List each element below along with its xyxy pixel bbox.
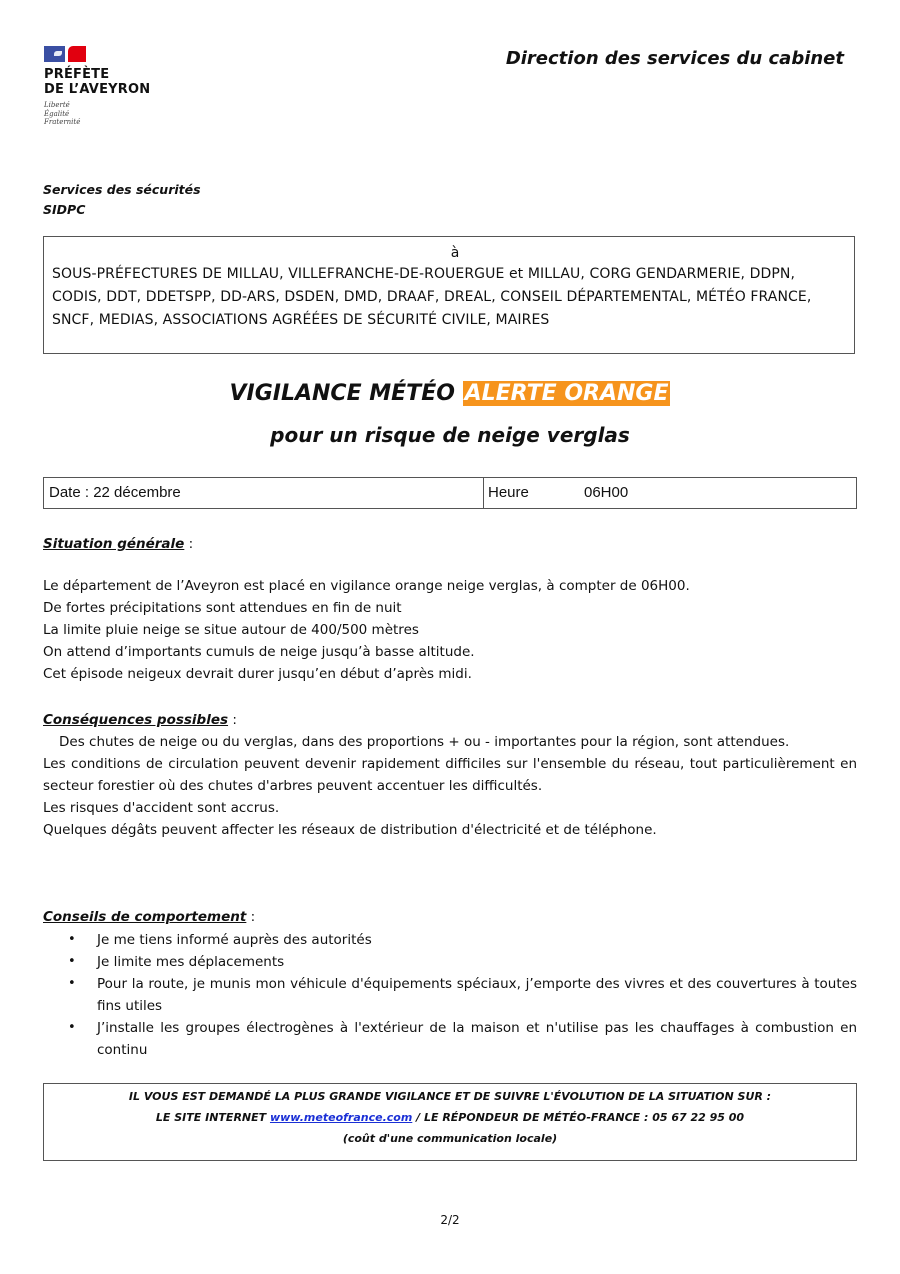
notice-phone: / LE RÉPONDEUR DE MÉTÉO-FRANCE : 05 67 22 95 00 [412, 1111, 745, 1124]
logo-title [44, 67, 150, 97]
logo-line-1: PRÉFÈTE [44, 67, 110, 82]
logo-line-2: DE L’AVEYRON [44, 82, 151, 97]
situation-line: La limite pluie neige se situe autour de 400/500 mètres [43, 622, 419, 638]
page-number: 2/2 [440, 1213, 460, 1227]
date-cell [44, 478, 484, 508]
datetime-table [43, 477, 857, 509]
situation-heading: Situation générale [43, 536, 185, 552]
recipients-list: SOUS-PRÉFECTURES DE MILLAU, VILLEFRANCHE-DE-ROUERGUE et MILLAU, CORG GENDARMERIE, DDPN, CODIS, DDT, DDETSPP, DD-ARS, DSDEN, DMD, DRAAF, DREAL, CONSEIL DÉPARTEMENTAL, MÉTÉO FRANCE, SNCF, MEDIAS, ASSOCIATIONS AGRÉÉES DE SÉCURITÉ CIVILE, MAIRES [52, 266, 812, 328]
meteofrance-link[interactable]: www.meteofrance.com [269, 1111, 413, 1124]
situation-body [43, 575, 857, 685]
alert-title [0, 379, 900, 409]
motto-fraternite: Fraternité [44, 118, 81, 126]
recipients-to: à [450, 245, 460, 261]
date-label: Date : [49, 484, 90, 501]
advice-list [43, 929, 857, 1061]
french-republic-flag-icon [44, 46, 86, 62]
advice-item: • J’installe les groupes électrogènes à l'extérieur de la maison et n'utilise pas les chauffages à combustion en continu [43, 1017, 857, 1061]
advice-colon: : [246, 909, 256, 925]
service-block [43, 180, 201, 220]
advice-heading: Conseils de comportement [43, 909, 247, 925]
consequences-heading-line [43, 709, 237, 731]
advice-heading-line [43, 906, 255, 928]
notice-site-prefix: LE SITE INTERNET [155, 1111, 270, 1124]
situation-line: Cet épisode neigeux devrait durer jusqu’en début d’après midi. [43, 666, 472, 682]
advice-item: • Je me tiens informé auprès des autorités [43, 929, 857, 951]
consequence-paragraph: Quelques dégâts peuvent affecter les réseaux de distribution d'électricité et de téléphone. [43, 822, 657, 838]
date-value: 22 décembre [93, 484, 181, 501]
consequence-paragraph: Les conditions de circulation peuvent devenir rapidement difficiles sur l'ensemble du réseau, tout particulièrement en secteur forestier où des chutes d'arbres peuvent accentuer les difficultés. [43, 756, 857, 794]
alert-subtitle: pour un risque de neige verglas [270, 423, 630, 447]
service-acronym: SIDPC [43, 202, 86, 217]
motto-liberte: Liberté [44, 101, 70, 109]
consequence-paragraph: Les risques d'accident sont accrus. [43, 800, 280, 816]
recipients-box [43, 236, 855, 354]
prefecture-logo [44, 46, 150, 127]
situation-line: On attend d’importants cumuls de neige jusqu’à basse altitude. [43, 644, 475, 660]
situation-line: Le département de l’Aveyron est placé en vigilance orange neige verglas, à compter de 06H00. [43, 578, 690, 594]
hour-value: 06H00 [584, 484, 629, 501]
notice-line-3: (coût d'une communication locale) [342, 1132, 558, 1145]
hour-label: Heure [488, 484, 529, 501]
notice-line-2 [44, 1107, 856, 1128]
consequences-colon: : [228, 712, 237, 728]
vigilance-notice-box [43, 1083, 857, 1161]
alert-level-badge: ALERTE ORANGE [464, 381, 669, 406]
service-name: Services des sécurités [43, 182, 201, 197]
republic-motto [44, 101, 150, 127]
advice-item: • Pour la route, je munis mon véhicule d'équipements spéciaux, j’emporte des vivres et des couvertures à toutes fins utiles [43, 973, 857, 1017]
notice-line-1: IL VOUS EST DEMANDÉ LA PLUS GRANDE VIGILANCE ET DE SUIVRE L'ÉVOLUTION DE LA SITUATION SUR : [128, 1090, 772, 1103]
consequence-paragraph: Des chutes de neige ou du verglas, dans des proportions + ou - importantes pour la région, sont attendues. [59, 734, 790, 750]
consequences-heading: Conséquences possibles [43, 712, 229, 728]
motto-egalite: Égalité [44, 109, 70, 118]
situation-colon: : [184, 536, 194, 552]
consequences-body [43, 731, 857, 841]
advice-item: • Je limite mes déplacements [43, 951, 857, 973]
alert-title-prefix: VIGILANCE MÉTÉO [229, 381, 455, 406]
situation-heading-line [43, 533, 193, 555]
direction-heading: Direction des services du cabinet [505, 48, 844, 69]
situation-line: De fortes précipitations sont attendues en fin de nuit [43, 600, 402, 616]
hour-cell [484, 478, 856, 508]
